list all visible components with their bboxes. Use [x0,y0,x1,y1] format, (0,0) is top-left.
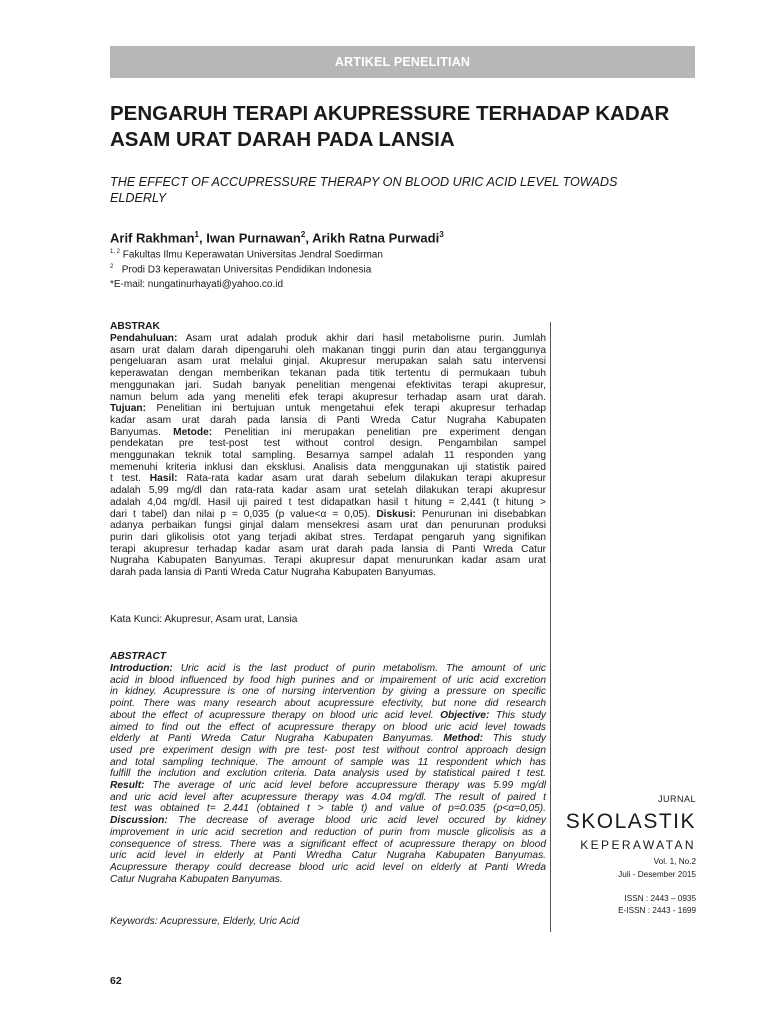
line-text: fulfill the inclution and exclution criteria. Data analysis used by statistical paired t test. [110,768,546,780]
section-label: Pendahuluan: [110,333,178,344]
line-text: adalah 5,99 mg/dl dan rata-rata kadar asam urat setelah dilakukan terapi akupresur [110,485,546,497]
abstract-body [110,663,546,885]
abstract-line [110,815,546,827]
line-text: The decrease of average blood uric acid level occured by kidney [167,815,546,827]
line-text: Banyumas. [110,426,174,438]
line-text: pengeluaran asam urat melalui ginjal. Akupresur merupakan salah satu intervensi [110,356,546,368]
section-label: Discussion: [110,815,168,827]
author-sup: 3 [439,230,444,239]
abstract-line [110,803,546,815]
line-text: and total sampling technique. The amount of sample was 11 respondent which has [110,756,546,768]
author-sup: 2 [300,230,306,239]
abstract-line [110,722,546,734]
abstract-line [110,403,546,415]
line-text: about the effect of acupressure therapy on blood uric acid level. [110,709,441,721]
subtitle-line-1: THE EFFECT OF ACCUPRESSURE THERAPY ON BLOOD URIC ACID LEVEL TOWADS [110,175,618,189]
section-label: Method: [443,733,484,745]
abstract-line [110,392,546,404]
abstract-line [110,710,546,722]
abstract-line [110,509,546,521]
section-label: Introduction: [110,663,173,674]
journal-issn: ISSN : 2443 – 0935 [624,894,696,903]
line-text: t test. [110,473,150,485]
line-text: uric acid level in elderly at Panti Wredha Catur Nugraha Kabupaten Banyumas. [110,850,546,862]
column-divider [550,322,551,932]
abstract-line [110,780,546,792]
line-text: memenuhi kriteria inklusi dan eksklusi. Analisis data menggunakan uji statistik paired [110,461,546,473]
section-label: Hasil: [149,473,178,485]
abstract-line [110,520,546,532]
line-text: consequence of stress. There was a significant effect of acupressure therapy on blood [110,838,546,850]
line-text: namun belum ada yang meneliti efek terapi akupresur terhadap asam urat darah. [110,391,546,403]
line-text: Rata-rata kadar asam urat darah sebelum dilakukan terapi akupresur [177,473,547,485]
abstract-line [110,567,546,579]
line-text: acid in blood influenced by food high purines and or impairement of uric acid excretion [110,674,546,686]
line-text: menggunakan jari. Sudah banyak penelitian mengenai efektivitas terapi akupresur, [110,379,546,391]
journal-label: JURNAL [657,794,696,804]
title-line-2: ASAM URAT DARAH PADA LANSIA [110,128,455,151]
abstract-line [110,345,546,357]
abstract-line [110,485,546,497]
line-text: Nugraha Kabupaten Banyumas. Terapi akupresur dapat menurunkan kadar asam urat [110,555,546,567]
abstract-line [110,532,546,544]
abstract-line [110,544,546,556]
journal-eissn: E-ISSN : 2443 - 1699 [618,906,696,915]
line-text: This study [483,733,546,745]
subtitle-line-2: ELDERLY [110,191,167,205]
line-text: improvement in uric acid secretion and reduction of purin from muscle glicolisis as a [110,826,546,838]
abstract-line [110,356,546,368]
abstract-line [110,686,546,698]
abstract-line [110,473,546,485]
line-text: keperawatan dengan memberikan tekanan pada titik tertentu di permukaan tubuh [110,368,546,380]
affiliation-text: Fakultas Ilmu Keperawatan Universitas Jendral Soedirman [122,249,383,261]
line-text: used pre experiment design with pre test- post test without control approach design [110,744,546,756]
journal-name: SKOLASTIK [565,810,696,833]
author-list: Arif Rakhman$^1$, Iwan Purnawan$^2$, Arikh Ratna Purwadi$^3$ [110,230,444,246]
author-name: Iwan Purnawan [206,230,301,246]
abstract-line [110,415,546,427]
line-text: Penurunan ini disebabkan [415,508,546,520]
line-text: terapi akupresur terhadap kadar asam urat darah pada lansia di Panti Wreda Catur [110,543,546,555]
line-text: adalah 4,04 mg/dl. Hasil uji paired t test didapatkan hasil t hitung = 2,441 (t hitung > [110,496,546,508]
abstract-line [110,874,546,886]
line-text: Penelitian ini merupakan penelitian pre experiment dengan [212,426,547,438]
section-label: Diskusi: [376,508,416,520]
contact-email [110,279,283,290]
page-number: 62 [110,975,122,987]
affiliation-text: *E-mail: nungatinurhayati@yahoo.co.id [110,279,284,290]
section-label: Metode: [173,426,213,438]
abstract-line [110,380,546,392]
affiliation-text: Prodi D3 keperawatan Universitas Pendidikan Indonesia [121,264,372,276]
abstract-line [110,675,546,687]
abstract-line [110,450,546,462]
section-label: Tujuan: [110,403,147,415]
journal-subtitle: KEPERAWATAN [580,838,696,852]
section-label: Objective: [440,709,490,721]
journal-period: Juli - Desember 2015 [618,870,696,879]
abstract-line [110,733,546,745]
line-text: pendekatan pre test-post test without control design. Pengambilan sampel [110,438,546,450]
affiliation-sup: 1, 2 [110,249,121,255]
abstrak-heading: ABSTRAK [110,321,160,332]
abstract-line [110,839,546,851]
article-title [110,101,700,153]
line-text: Asam urat adalah produk akhir dari hasil metabolisme purin. Jumlah [177,333,546,344]
line-text: dari t tabel) dan nilai p = 0,035 (p value<α = 0,05). [110,508,377,520]
abstrak-body [110,333,546,579]
abstract-keywords: Keywords: Acupressure, Elderly, Uric Acid [110,916,300,927]
author-sup: 1 [194,230,199,239]
line-text: point. There was many research about acupressure efectivity, but none did research [110,698,546,710]
line-text: Uric acid is the last product of purin metabolism. The amount of uric [172,663,546,674]
line-text: The average of uric acid level before accupressure therapy was 5.99 mg/dl [144,780,546,792]
line-text: and uric acid level after acupressure therapy was 4.04 mg/dl. The result of paired t [110,791,546,803]
line-text: aimed to find out the effect of acupressure therapy on blood uric acid level towads [110,721,546,733]
abstract-line [110,427,546,439]
abstract-line [110,850,546,862]
line-text: This study [489,709,546,721]
abstract-line [110,757,546,769]
abstract-line [110,768,546,780]
english-title [110,174,700,206]
abstract-line [110,827,546,839]
line-text: test was obtained t= 2.441 (obtained t > table t) and value of p=0.035 (p<α=0,05). [110,803,546,815]
abstract-line [110,497,546,509]
abstract-line [110,745,546,757]
abstract-line [110,555,546,567]
line-text: Catur Nugraha Kabupaten Banyumas. [110,873,283,885]
abstract-line [110,462,546,474]
line-text: darah pada lansia di Panti Wreda Catur Nugraha Kabupaten Banyumas. [110,567,437,579]
abstract-line [110,438,546,450]
author-name: Arif Rakhman [110,230,195,246]
title-line-1: PENGARUH TERAPI AKUPRESSURE TERHADAP KADAR [110,102,670,125]
line-text: purin dari glikolisis otot yang terjadi akibat stres. Terdapat pengaruh yang signifikan [110,531,546,543]
abstract-line [110,698,546,710]
abstract-line [110,792,546,804]
line-text: asam urat dalam darah dipengaruhi oleh makanan tinggi purin dan atau terganggunya [110,344,546,356]
abstrak-keywords: Kata Kunci: Akupresur, Asam urat, Lansia [110,614,298,625]
abstract-heading: ABSTRACT [110,651,167,662]
abstract-line [110,663,546,675]
line-text: in kidney. Acupressure is one of nursing intervention by giving a pressure on specific [110,686,546,698]
affiliation [110,264,371,275]
affiliation [110,249,383,260]
abstract-line [110,862,546,874]
abstract-line [110,333,546,345]
journal-volume: Vol. 1, No.2 [653,857,696,866]
line-text: Acupressure therapy could decrease blood uric acid level on elderly at Panti Wreda [110,861,546,873]
author-name: Arikh Ratna Purwadi [312,230,440,246]
line-text: elderly at Panti Wreda Catur Nugraha Kabupaten Banyumas. [110,733,444,745]
line-text: kadar asam urat darah pada lansia di Panti Wreda Catur Nugraha Kabupaten [110,414,546,426]
article-type-banner: ARTIKEL PENELITIAN [110,46,695,78]
affiliation-sup: 2 [110,264,114,270]
line-text: menggunakan teknik total sampling. Besarnya sampel adalah 11 responden yang [110,450,546,462]
abstract-line [110,368,546,380]
line-text: adanya perbaikan fungsi ginjal dalam mensekresi asam urat dan penurunan produksi [110,520,546,532]
line-text: Penelitian ini bertujuan untuk mengetahui efek terapi akupresur terhadap [146,403,546,415]
section-label: Result: [110,780,145,792]
